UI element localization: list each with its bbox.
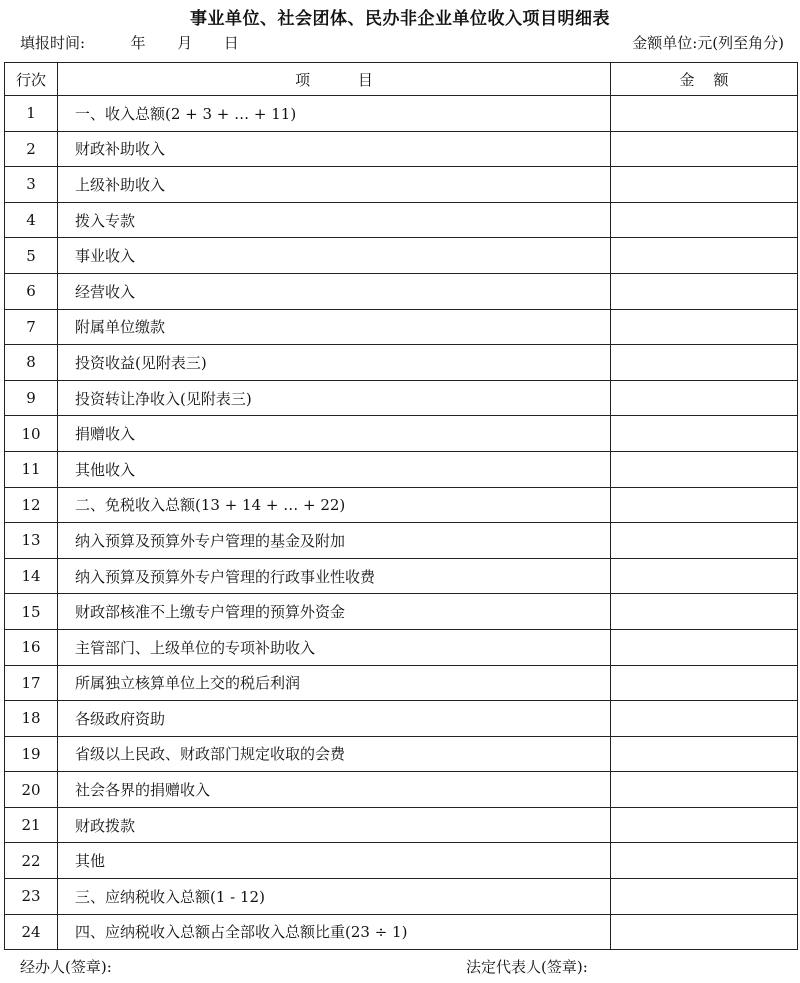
row-item: 拨入专款 — [58, 202, 611, 238]
row-amount-cell[interactable] — [611, 309, 798, 345]
row-item: 纳入预算及预算外专户管理的基金及附加 — [58, 523, 611, 559]
table-row — [5, 594, 798, 630]
table-row — [5, 96, 798, 132]
table-row — [5, 131, 798, 167]
row-amount-cell[interactable] — [611, 487, 798, 523]
row-number: 7 — [5, 309, 58, 345]
row-item: 上级补助收入 — [58, 167, 611, 203]
row-number: 2 — [5, 131, 58, 167]
row-amount-cell[interactable] — [611, 273, 798, 309]
row-amount-cell[interactable] — [611, 843, 798, 879]
table-row — [5, 701, 798, 737]
row-item: 所属独立核算单位上交的税后利润 — [58, 665, 611, 701]
row-amount-cell[interactable] — [611, 879, 798, 915]
row-item: 财政拨款 — [58, 807, 611, 843]
row-number: 19 — [5, 736, 58, 772]
row-number: 6 — [5, 273, 58, 309]
table-row — [5, 167, 798, 203]
table-row — [5, 843, 798, 879]
table-row — [5, 273, 798, 309]
row-amount-cell[interactable] — [611, 238, 798, 274]
form-title: 事业单位、社会团体、民办非企业单位收入项目明细表 — [190, 9, 610, 29]
row-item: 各级政府资助 — [58, 701, 611, 737]
row-number: 14 — [5, 558, 58, 594]
row-number: 17 — [5, 665, 58, 701]
row-number: 1 — [5, 96, 58, 132]
row-amount-cell[interactable] — [611, 451, 798, 487]
table-row — [5, 345, 798, 381]
year-label: 年 — [130, 34, 146, 52]
legal-rep-signature: 法定代表人(签章): — [466, 958, 588, 976]
row-item: 投资收益(见附表三) — [58, 345, 611, 381]
row-number: 13 — [5, 523, 58, 559]
row-item: 二、免税收入总额(13 + 14 + … + 22) — [58, 487, 611, 523]
row-amount-cell[interactable] — [611, 96, 798, 132]
row-number: 11 — [5, 451, 58, 487]
row-amount-cell[interactable] — [611, 202, 798, 238]
row-number: 10 — [5, 416, 58, 452]
row-amount-cell[interactable] — [611, 629, 798, 665]
row-number: 16 — [5, 629, 58, 665]
table-row — [5, 380, 798, 416]
table-row — [5, 665, 798, 701]
row-number: 3 — [5, 167, 58, 203]
row-item: 四、应纳税收入总额占全部收入总额比重(23 ÷ 1) — [58, 914, 611, 950]
row-amount-cell[interactable] — [611, 380, 798, 416]
table-row — [5, 772, 798, 808]
row-amount-cell[interactable] — [611, 772, 798, 808]
row-amount-cell[interactable] — [611, 594, 798, 630]
row-item: 财政补助收入 — [58, 131, 611, 167]
row-item: 投资转让净收入(见附表三) — [58, 380, 611, 416]
table-row — [5, 879, 798, 915]
row-amount-cell[interactable] — [611, 345, 798, 381]
row-item: 其他收入 — [58, 451, 611, 487]
row-item: 省级以上民政、财政部门规定收取的会费 — [58, 736, 611, 772]
table-row — [5, 807, 798, 843]
row-item: 财政部核准不上缴专户管理的预算外资金 — [58, 594, 611, 630]
row-amount-cell[interactable] — [611, 131, 798, 167]
row-number: 24 — [5, 914, 58, 950]
row-item: 主管部门、上级单位的专项补助收入 — [58, 629, 611, 665]
fill-time — [20, 32, 239, 53]
row-number: 9 — [5, 380, 58, 416]
header-item: 项 目 — [58, 63, 611, 96]
row-number: 20 — [5, 772, 58, 808]
table-row — [5, 558, 798, 594]
row-number: 23 — [5, 879, 58, 915]
table-row — [5, 914, 798, 950]
row-amount-cell[interactable] — [611, 807, 798, 843]
header-row-no: 行次 — [5, 63, 58, 96]
table-row — [5, 202, 798, 238]
fill-time-label: 填报时间: — [20, 34, 86, 52]
row-amount-cell[interactable] — [611, 914, 798, 950]
row-item: 三、应纳税收入总额(1 - 12) — [58, 879, 611, 915]
row-item: 其他 — [58, 843, 611, 879]
table-row — [5, 309, 798, 345]
row-amount-cell[interactable] — [611, 558, 798, 594]
row-item: 社会各界的捐赠收入 — [58, 772, 611, 808]
table-row — [5, 238, 798, 274]
handler-signature: 经办人(签章): — [20, 958, 112, 976]
row-number: 21 — [5, 807, 58, 843]
row-amount-cell[interactable] — [611, 665, 798, 701]
table-row — [5, 523, 798, 559]
row-number: 4 — [5, 202, 58, 238]
row-item: 一、收入总额(2 + 3 + … + 11) — [58, 96, 611, 132]
row-number: 5 — [5, 238, 58, 274]
row-item: 捐赠收入 — [58, 416, 611, 452]
row-item: 事业收入 — [58, 238, 611, 274]
row-item: 附属单位缴款 — [58, 309, 611, 345]
income-detail-table — [4, 62, 798, 950]
table-row — [5, 487, 798, 523]
header-amount: 金 额 — [611, 63, 798, 96]
row-number: 18 — [5, 701, 58, 737]
row-number: 8 — [5, 345, 58, 381]
row-amount-cell[interactable] — [611, 523, 798, 559]
day-label: 日 — [223, 34, 239, 52]
month-label: 月 — [177, 34, 193, 52]
row-amount-cell[interactable] — [611, 701, 798, 737]
row-amount-cell[interactable] — [611, 736, 798, 772]
row-item: 纳入预算及预算外专户管理的行政事业性收费 — [58, 558, 611, 594]
row-number: 22 — [5, 843, 58, 879]
table-row — [5, 451, 798, 487]
row-number: 12 — [5, 487, 58, 523]
row-amount-cell[interactable] — [611, 167, 798, 203]
row-item: 经营收入 — [58, 273, 611, 309]
table-row — [5, 416, 798, 452]
table-header-row — [5, 63, 798, 96]
row-number: 15 — [5, 594, 58, 630]
table-row — [5, 736, 798, 772]
amount-unit: 金额单位:元(列至角分) — [632, 34, 784, 52]
row-amount-cell[interactable] — [611, 416, 798, 452]
table-row — [5, 629, 798, 665]
